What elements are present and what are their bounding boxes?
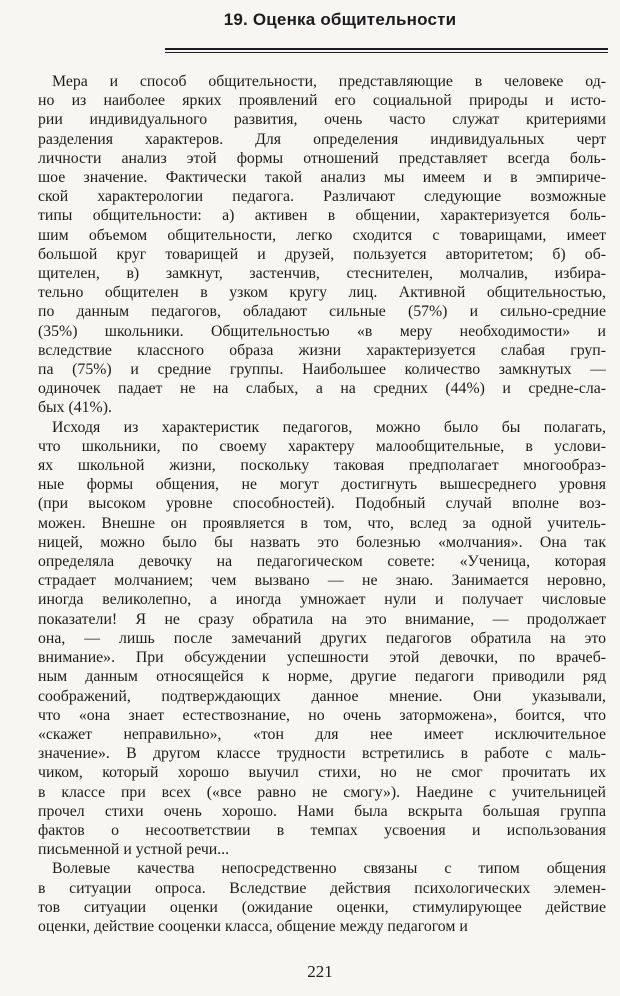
text-line: по данным педагогов, обладают сильные (57%) и сильно-средние — [38, 303, 606, 321]
text-line: бых (41%). — [38, 399, 112, 417]
text-line: страдает молчанием; чем вызвано — не знаю. Занимается неровно, — [38, 572, 606, 590]
text-line: типы общительности: а) активен в общении, характеризуется боль- — [38, 207, 606, 225]
paragraph — [38, 418, 606, 860]
text-line: фактов о несоответствии в темпах усвоения и использования — [38, 821, 606, 839]
text-line: ным данным относящейся к норме, другие педагоги приводили ряд — [38, 668, 606, 686]
text-line: тов ситуации оценки (ожидание оценки, стимулирующее действие — [38, 898, 606, 916]
text-line: в классе при всех («все равно не смогу»). Наедине с учительницей — [38, 783, 606, 801]
text-line: шим объемом общительности, легко сходится с товарищами, имеет — [38, 226, 606, 244]
title-rule — [165, 48, 608, 53]
text-line: что «она знает естествознание, но очень заторможена», боится, что — [38, 706, 606, 724]
text-line: в ситуации опроса. Вследствие действия психологических элемен- — [38, 879, 606, 897]
text-line: ницей, можно было бы назвать это болезнью «молчания». Она так — [38, 533, 606, 551]
text-line: чиком, который хорошо выучил стихи, но не смог прочитать их — [38, 764, 606, 782]
text-line: соображений, подтверждающих данное мнение. Они указывали, — [38, 687, 606, 705]
text-line: внимание». При обсуждении успешности этой девочки, по врачеб- — [38, 649, 606, 667]
paragraph — [38, 859, 606, 936]
text-line: щителен, в) замкнут, застенчив, стеснителен, молчалив, избира- — [38, 265, 606, 283]
text-line: иногда великолепно, а иногда умножает нули и получает числовые — [38, 591, 606, 609]
text-line: значение». В другом классе трудности встретились в работе с маль- — [38, 745, 606, 763]
paragraph — [38, 72, 606, 418]
text-line: тельно общителен в узком кругу лиц. Активной общительностью, — [38, 284, 606, 302]
body-text — [38, 72, 606, 936]
text-line: но из наиболее ярких проявлений его социальной природы и исто- — [38, 92, 606, 110]
text-line: личности анализ этой формы отношений представляет всегда боль- — [38, 149, 606, 167]
text-line: па (75%) и средние группы. Наибольшее количество замкнутых — — [38, 361, 606, 379]
text-line: письменной и устной речи... — [38, 841, 230, 859]
text-line: она, — лишь после замечаний других педагогов обратила на это — [38, 629, 606, 647]
text-line: (при высоком уровне способностей). Подобный случай вполне воз- — [38, 495, 606, 513]
text-line: ные формы общения, не могут достигнуть вышесреднего уровня — [38, 476, 606, 494]
text-line: большой круг товарищей и друзей, пользуется авторитетом; б) об- — [38, 245, 606, 263]
text-line: Мера и способ общительности, представляющие в человеке од- — [52, 73, 606, 90]
text-line: «скажет неправильно», «тон для нее имеет исключительное — [38, 725, 606, 743]
text-line: что школьники, по своему характеру малообщительные, в услови- — [38, 437, 606, 455]
text-line: можен. Внешне он проявляется в том, что, вслед за одной учитель- — [38, 514, 606, 532]
text-line: определяла девочку на педагогическом совете: «Ученица, которая — [38, 553, 606, 571]
text-line: оценки, действие сооценки класса, общение между педагогом и — [38, 917, 468, 935]
text-line: ской характерологии педагога. Различают следующие возможные — [38, 188, 606, 206]
text-line: одиночек падает не на слабых, а на средних (44%) и средне-сла- — [38, 380, 606, 398]
page-title: 19. Оценка общительности — [223, 10, 457, 29]
text-line: Исходя из характеристик педагогов, можно было бы полагать, — [52, 418, 606, 436]
text-line: шое значение. Фактически такой анализ мы имеем и в эмпириче- — [38, 169, 606, 187]
page-number: 221 — [307, 962, 333, 981]
text-line: (35%) школьники. Общительностью «в меру необходимости» и — [38, 322, 606, 340]
text-line: Волевые качества непосредственно связаны с типом общения — [52, 860, 606, 878]
text-line: прочел стихи очень хорошо. Нами была вскрыта большая группа — [38, 802, 606, 820]
text-line: вследствие классного образа жизни характеризуется слабая груп- — [38, 341, 606, 359]
text-line: разделения характеров. Для определения индивидуальных черт — [38, 130, 606, 148]
text-line: рии индивидуального развития, очень часто служат критериями — [38, 111, 606, 129]
text-line: ях школьной жизни, поскольку таковая предполагает многообраз- — [38, 457, 606, 475]
text-line: показатели! Я не сразу обратила на это внимание, — продолжает — [38, 610, 606, 628]
